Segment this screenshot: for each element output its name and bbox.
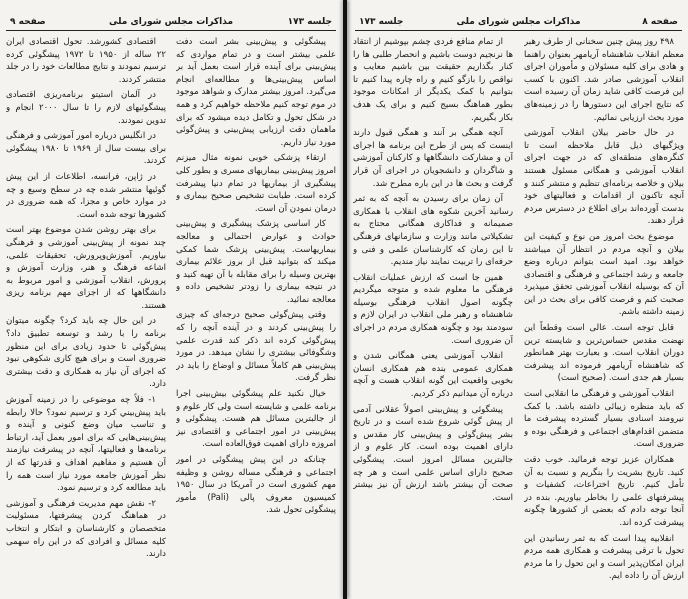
session-number: جلسه ۱۷۳ [359,17,404,27]
paragraph: کار اساسی پزشک پیشگیری و پیش‌بینی حوادث و عوارض احتمالی و معالجه بیماریهاست. پیش‌بینی پزشک شما کمکی میکند که بتوانید قبل از بروز علائم بیماری بهترین وسیله را برای مقابله با آن تهیه کنید و در نتیجه بیماری را زودتر تشخیص داده و معالجه نمائید. [176,219,336,305]
paragraph: انقلابیه پیدا است که به ثمر رسانیدن این تحول با ترقی پیشرفت و همکاری همه مردم ایران امکان‌پذیر است و این تحول را ما مردم ارزش آن را داده ایم. [524,533,684,582]
session-number: جلسه ۱۷۳ [287,17,332,27]
paragraph: همین جا است که ارزش عملیات انقلاب فرهنگی ما معلوم شده و متوجه میگردیم چگونه اصول انقلاب فرهنگی بوسیله شاهنشاه و رهبر ملی انقلاب در ایران لازم و سودمند بود و چگونه همکاری مردم در اجرای آن ضروری است. [353,272,513,346]
page-header [355,14,682,31]
paragraph: چنانکه در این پیش پیشگوئی در امور اجتماعی و فرهنگی مساله روشن و وظیفه مهم کشوری است در آمریکا در سال ۱۹۵۰ کمیسیون معروف پالی (Pali) مأمور پیشگوئی تحول شد. [176,455,336,516]
paragraph: آن زمان برای رسیدن به آنچه که به ثمر رسانید آخرین شکوه های انقلاب با همکاری صمیمانه و فداکاری همگانی محتاج به تشکیلاتی مانند وزارت و سازمانهای فرهنگی تا این زمان که کارشناسان علمی و فنی و حرفه‌ای را تربیت نمایند نیاز مندیم. [353,194,513,268]
paragraph: خیال نکنید علم پیشگوئی بیش‌بینی اجرا برنامه علمی و شایسته است ولی کار علوم و از جالبترین مسائل هم هست. پیشگوئی و پیش‌بینی در امور اجتماعی و اقتصادی نیز امروزه دارای اهمیت فوق‌العاده است. [176,389,336,450]
paragraph: اقتصادی کشورشد. تحول اقتصادی ایران ۲۲ ساله از ۱۹۵۰ تا ۱۹۷۲ پیشگوئی کرده ترسیم نمودند و نتایج مطالعات خود را در جلد منتشر کردند. [6,37,166,85]
page-number: صفحه ۹ [10,17,46,27]
paragraph: انقلاب آموزشی و فرهنگی ما انقلابی است که باید منظره زیبائی داشته باشد. با کمک نیرومند اسنادی بسیار گسترده پیشرفت ما متضمن اقدام‌های اجتماعی و فرهنگی بوده و ضروری است. [524,389,684,450]
paragraph: انقلاب آموزشی یعنی همگانی شدن و همکاری عمومی بنده هم همکاری انسان بخوبی واقعیت این گونه انقلاب هست و آنچه درباره آن میدانیم ذکر کردیم. [353,351,513,400]
text-column-right [524,36,684,596]
text-column-left [6,36,166,596]
paragraph: پیشگوئی و پیش‌بینی اصولاً عقلانی آدمی از پیش گوئی شروع شده است و در تاریخ بشر پیش‌گوئی و پیش‌بینی کار مقدس و دارای اهمیت بوده است. کار علوم و از جالبترین مسائل امروز است. پیشگوئی صحیح دارای اساس علمی است و هر چه صحت آن بیشتر باشد ارزش آن نیز بیشتر است. [353,404,513,503]
paragraph: در حال حاضر بیلان انقلاب آموزشی ویژگیهای ذیل قابل ملاحظه است تا کنگره‌های منطقه‌ای که در جهت اجرای انقلاب آموزشی و همگانی مسئول هستند بیلان و خلاصه برنامه‌ای تنظیم و منتشر کنند و آنچه تاکنون از اقدامات و فعالیتهای خود بدست آورده‌اند برای اطلاع در دسترس مردم قرار دهند. [524,128,684,227]
paragraph: ۲- نقش مهم مدیریت فرهنگی و آموزشی در هماهنگ کردن پیشرفتها، مسئولیت متخصصان و کارشناسان و ابتکار و انتخاب کلیه مسائل و افرادی که در این راه سهمی دارند. [6,498,166,560]
paragraph: در آلمان استیتو برنامه‌ریزی اقتصادی پیشگوئیهای لازم را تا سال ۲۰۰۰ انجام و تدوین نمودند. [6,90,166,126]
right-page [349,0,688,599]
left-page [0,0,342,599]
paragraph: ارتقاء پزشکی خوبی نمونه مثال میزنم امروز پیش‌بینی بیماریهای مسری و بطور کلی پیشگیری از بیماریها در تمام دنیا پیشرفت کرده است. طبابت تشخیص صحیح بیماری و درمان نمودن آن است. [176,153,336,214]
paragraph: ۱- فلاً چه موضوعی را در زمینه آموزش بايد پيش‌بيني كرد و ترسيم نمود؟ حالا رابطه و تناسب میان وضع کنونی و آینده و پیش‌بینی‌هایی که برای امور بعمل آید، ارتباط برنامه‌ها و فعالیتها، آنچه در پیشرفت نیازمند آن هستیم و مفاهیم اهداف و قدرتها که از نظر آموزش جامعه مورد نیاز است همه را باید مطالعه کرد و ترسیم نمود. [6,395,166,494]
page-number: صفحه ۸ [642,17,678,27]
paragraph: ۴۹۸ روز پیش چنین سخنانی از طرف رهبر معظم انقلاب شاهنشاه آریامهر بعنوان راهنما و هادی برای کلیه مسئولان و مأموران اجرای انقلاب آموزشی صادر شد. اکنون با کسب این فرصت کافی شاید زمان آن رسیده است که نتایج اجرای این دستورها را در زمینه‌های مورد بحث ارزیابی نمائیم. [524,37,684,123]
paragraph: وقتی پیش‌گوئی صحیح درجه‌ای که چیزی را پیش‌بینی کردند و در آینده آنچه را که پیش‌گوئی کرده اند ذکر کند قدرت علمی وشگوفائی بیشتری را نشان میدهد. در مورد پیش‌بینی هم کاملاً مسائل و اوضاع را باید در نظر گرفت. [176,310,336,384]
header-title: مذاکرات مجلس شورای ملی [456,17,581,27]
paragraph: موضوع بحث امروز من نوع و کیفیت این بیلان و آنچه مردم در انتظار آن میباشند خواهد بود. امید است بتوانم درباره وضع جامعه و رشد اجتماعی و فرهنگی و اقتصادی آن که بوسیله انقلاب آموزشی تحقق میپذیرد صحبت کنم و فرصت کافی برای بحث در این زمینه داشته باشم. [524,231,684,318]
paragraph: در انگلیس درباره امور آموزشی و فرهنگی برای بیست سال از ۱۹۶۹ تا ۱۹۸۰ پیشگوئی کردند. [6,131,166,167]
paragraph: پیشگوئی و پیش‌بینی بشر است دفت علمی بیشتر است و در تمام مواردی که پیش‌بینی برای آینده قرار است بعمل آید بر اساس پیش‌بینی‌ها و مطالعه‌ای انجام می‌گیرد. امروز بیشتر مدارک و شواهد موجود در موم توجه کنیم ملاحظه خواهیم کرد و همه در شکل تحول و تکامل دیده میشود که برای ماهمان دقت ارزیابی پیش‌بینی و پیش‌گوئی مورد نیاز داریم. [176,37,336,148]
paragraph: در ژاپن، فرانسه، اطلاعات از این پیش گوئیها منتشر شده چه در سطح وسیع و چه در موارد خاص و مجزا، که همه ضروری در کشورها توجه شده است. [6,171,166,220]
text-column-right [176,36,336,596]
paragraph: همکاران عزیز توجه فرمائید. خوب دقت کنید. تاریخ بشریت را بنگریم و نسبت به آن تأمل کنیم. تاریخ اختراعات، کشفیات و پیشرفتهای علمی را بخاطر بیاوریم. بنده در آنجا توجه دادم که بعضی از کشورها چگونه پیشرفت کرده اند. [524,455,684,528]
paragraph: در این حال چه باید کرد؟ چگونه میتوان برنامه را با رشد و توسعه تطبیق داد؟ پیش‌گوئی تا حدود زیادی برای این منظور ضروری است و برای هیچ کاری شکوهی نبود که اجرای آن نیاز به همکاری و دقت بیشتری دارد. [6,316,166,390]
text-column-left [353,36,513,596]
paragraph: از تمام منافع فردی چشم بپوشیم از انتقاد ها نرنجیم دوست باشیم و انحصار طلبی ها را کنار بگذاریم حقیقت بین باشیم معایب و نواقص را بازگو کنیم و راه چاره پیدا کنیم تا بتوانیم با کمک یکدیگر از امکانات موجود بطور هماهنگ بسیج کنیم و برای یک هدف بکار بگیریم. [353,37,513,123]
book-gutter [343,0,347,599]
paragraph: آنچه همگی بر آنند و همگی قبول دارند اینست که پس از طرح این برنامه ها اجرای آن و مشارکت دانشگاهها و کارکنان آموزشی و شاگردان و دانشجویان در اجرای آن قرار گرفت و بحث ها در این باره مطرح شد. [353,128,513,189]
paragraph: برای بهتر روشن شدن موضوع بهتر است چند نمونه از پیش‌بینی آموزشی و فرهنگی بیاوریم. آموزش‌وپرورش، تحقیقات علمی، اشاعه فرهنگ و هنر، وزارت آموزش و پرورش، انقلاب آموزشی و امور مربوط به دانشگاهها که از اجزای مهم برنامه ریزی هستند. [6,225,166,311]
page-header [6,14,336,31]
header-title: مذاکرات مجلس شورای ملی [108,17,234,27]
paragraph: قابل توجه است. عالی است وقطعاً این نهضت مقدس حساس‌ترین و شایسته ترین دوران انقلاب است. و بعبارت بهتر همانطور که شاهنشاه آریامهر فرموده اند پیشرفت بسیار هم جدی است. (صحیح است) [524,323,684,384]
